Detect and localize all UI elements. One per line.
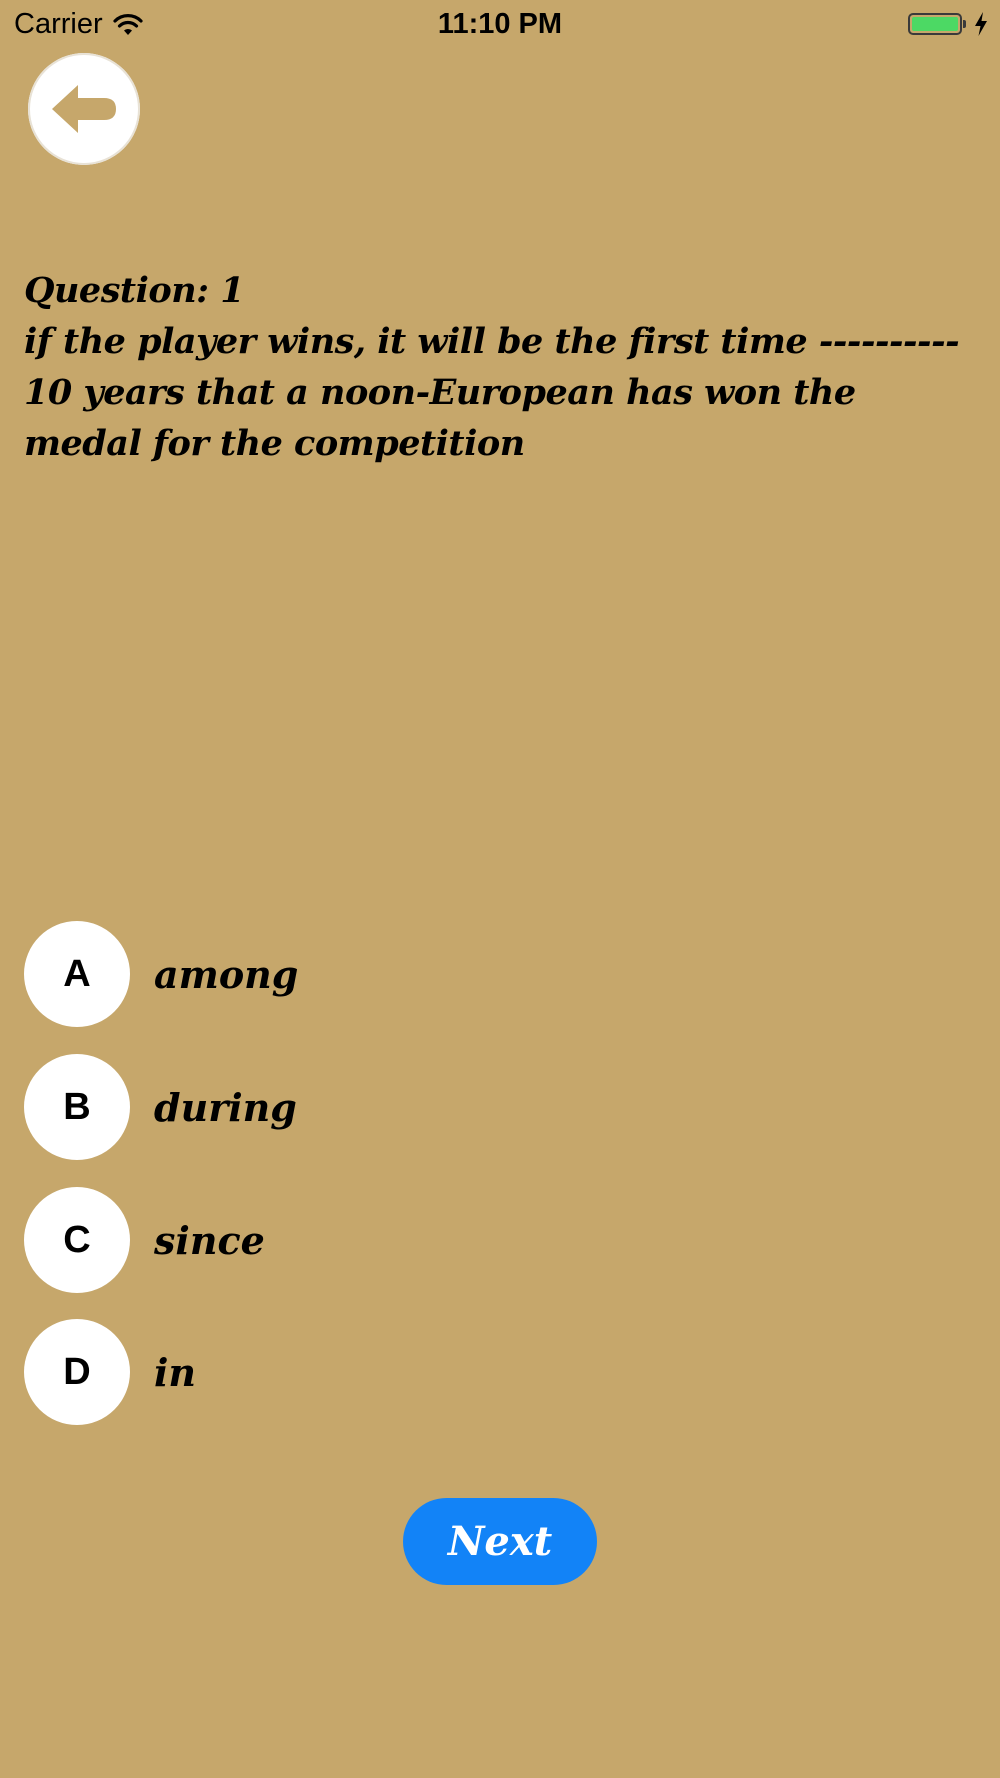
option-letter-badge[interactable]: B <box>24 1054 130 1160</box>
option-a[interactable] <box>24 921 298 1027</box>
next-button[interactable]: Next <box>403 1498 597 1585</box>
option-letter-badge[interactable]: C <box>24 1187 130 1293</box>
battery-area <box>908 12 988 36</box>
option-text[interactable]: in <box>154 1349 197 1395</box>
status-bar <box>0 0 1000 50</box>
carrier-label: Carrier <box>14 8 103 40</box>
question-block <box>24 265 974 469</box>
option-text[interactable]: among <box>154 951 299 997</box>
battery-level-fill <box>912 17 958 31</box>
option-letter-badge[interactable]: A <box>24 921 130 1027</box>
battery-icon <box>908 13 962 35</box>
option-c[interactable] <box>24 1187 265 1293</box>
back-arrow-icon <box>48 81 120 137</box>
charging-icon <box>974 12 988 36</box>
option-b[interactable] <box>24 1054 297 1160</box>
option-letter-badge[interactable]: D <box>24 1319 130 1425</box>
question-title: Question: 1 <box>24 270 245 311</box>
status-time: 11:10 PM <box>437 8 563 40</box>
back-button[interactable] <box>28 53 140 165</box>
option-text[interactable]: since <box>154 1217 265 1263</box>
question-text: if the player wins, it will be the first time ---------- 10 years that a noon-European has won the medal for the competition <box>24 321 960 464</box>
battery-nub <box>963 20 966 28</box>
option-text[interactable]: during <box>154 1084 297 1130</box>
option-d[interactable] <box>24 1319 196 1425</box>
